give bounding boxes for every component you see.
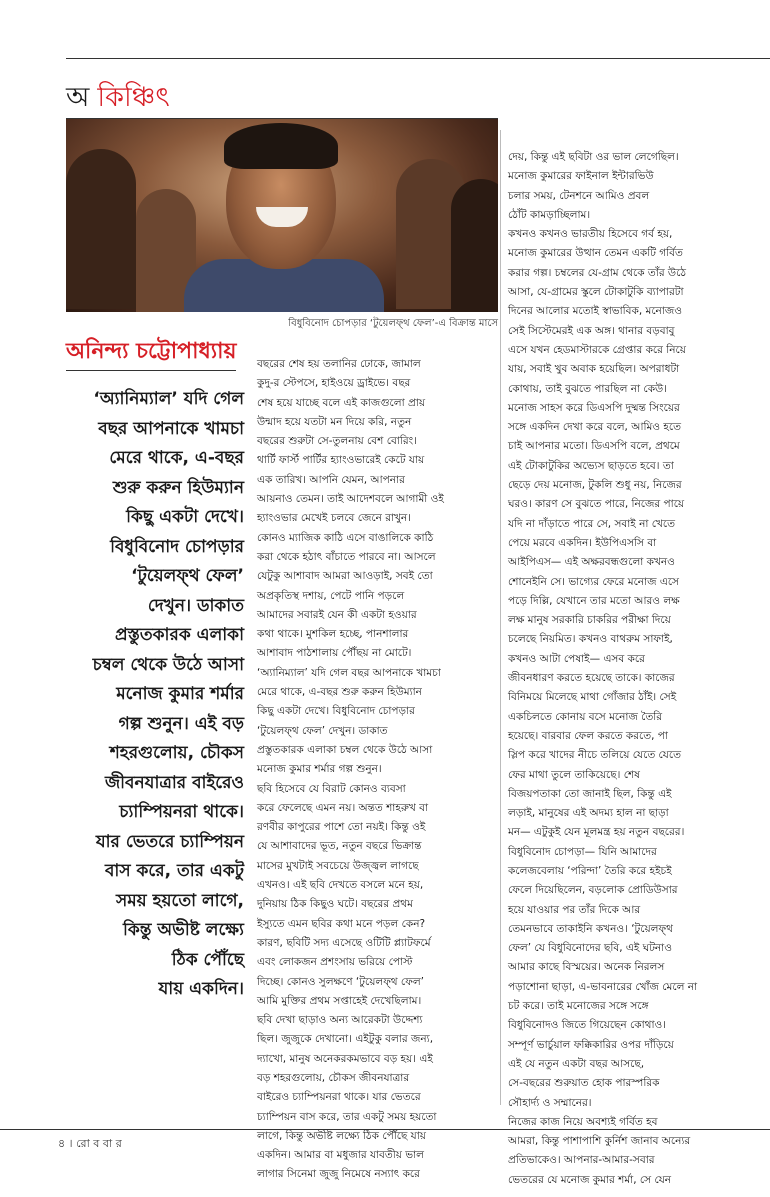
text-line: করার গল্প। চম্বলের যে-গ্রাম থেকে তাঁর উঠে xyxy=(508,266,686,279)
text-line: আসা, যে-গ্রামের স্কুলে টোকাটুকি ব্যাপারটা xyxy=(508,286,684,299)
text-line: করা থেকে হঠাৎ বাঁচাতে পারবে না। আসলে xyxy=(257,550,436,563)
text-line: লাগে, কিন্তু অভীষ্ট লক্ষ্যে ঠিক পৌঁছে যায় xyxy=(257,1129,426,1142)
text-line: বিজয়পতাকা তো জানাই ছিল, কিন্তু এই xyxy=(508,787,672,800)
text-line: বছরের শুরুটা সে-তুলনায় বেশ বোরিং। xyxy=(257,435,417,448)
text-line: কলেজবেলায় ‘পরিন্দা’ তৈরি করে হইচই xyxy=(508,864,672,877)
text-line: তেমনভাবে তাকাইনি কখনও। ‘টুয়েলফ্থ xyxy=(508,922,673,935)
text-line: মেরে থাকে, এ-বছর শুরু করুন হিউম্যান xyxy=(257,686,422,699)
text-line: কিছু একটা দেখে। বিধুবিনোদ চোপড়ার xyxy=(257,705,415,718)
text-line: লড়াই, মানুষের এই অদম্য হাল না ছাড়া xyxy=(508,807,669,820)
text-line: ছবি হিসেবে যে বিরাট কোনও ব্যবসা xyxy=(257,782,406,795)
text-line: সঙ্গে একদিন দেখা করে বলে, আমিও হতে xyxy=(508,421,681,434)
text-line: মন— এটুকুই যেন মূলমন্ত্র হয় নতুন বছরের। xyxy=(508,826,685,839)
text-line: সে-বছরের শুরুয়াত হোক পারস্পরিক xyxy=(508,1077,660,1090)
text-line: পড়াশোনা ছাড়া, এ-ভাবনারের খোঁজ মেলে না xyxy=(508,980,698,993)
section-heading xyxy=(66,83,170,113)
text-line: পড়ে দিল্লি, যেখানে তার মতো আরও লক্ষ xyxy=(508,594,680,607)
text-line: এবং লোকজন প্রশংসায় ভরিয়ে পোস্ট xyxy=(257,956,413,969)
text-line: বিনিময়ে মিলেছে মাথা গোঁজার ঠাঁই। সেই xyxy=(508,691,677,704)
footer-rule xyxy=(0,1129,770,1130)
pull-quote-line: ঠিক পৌঁছে xyxy=(171,949,244,970)
text-line: এই টোকাটুকির অভ্যেস ছাড়তে হবে। তা xyxy=(508,459,674,472)
page-footer: ৪ । রো ব বা র xyxy=(58,1137,122,1150)
text-line: সেই সিস্টেমেরই এক অঙ্গ। থানার বড়বাবু xyxy=(508,324,675,337)
text-line: হয়ে যাওয়ার পর তাঁর দিকে আর xyxy=(508,903,641,916)
text-line: স্লিপ করে খাদের নীচে তলিয়ে যেতে যেতে xyxy=(508,749,681,762)
text-line: কারণ, ছবিটি সদ্য এসেছে ওটিটি প্ল্যাটফর্মে xyxy=(257,936,431,949)
text-line: মনোজ কুমার শর্মার গল্প শুনুন। xyxy=(257,763,382,776)
text-line: কোনও ম্যাজিক কাঠি এসে বাঙালিকে কাঠি xyxy=(257,531,434,544)
text-line: ‘টুয়েলফ্থ ফেল’ দেখুন। ডাকাত xyxy=(257,724,388,737)
film-still-photo xyxy=(66,119,498,312)
text-line: সম্পূর্ণ ভার্চুয়াল ফক্কিকারির ওপর দাঁড়িয়ে xyxy=(508,1038,674,1051)
pull-quote-line: প্রস্তুতকারক এলাকা xyxy=(114,625,244,645)
pull-quote-line: শহরগুলোয়, চৌকস xyxy=(109,743,244,763)
text-line: একদিন। আমার বা মধুজার যাবতীয় ভাল xyxy=(257,1149,424,1162)
text-line: ইস্যুতে এমন ছবির কথা মনে পড়ল কেন? xyxy=(257,917,426,930)
pull-quote-line: সময় হয়তো লাগে, xyxy=(115,890,244,911)
text-line: যদি না দাঁড়াতে পারে সে, সবাই না খেতে xyxy=(508,517,675,530)
text-line: আইপিএস— এই অক্ষরবন্ধগুলো কখনও xyxy=(508,556,675,569)
text-line: অপ্রকৃতিস্থ দশায়, পেটে পানি পড়লে xyxy=(257,589,405,602)
text-line: দ্যাখো, মানুষ অনেকরকমভাবে বড় হয়। এই xyxy=(257,1052,433,1065)
pull-quote-line: ‘টুয়েলফ্থ ফেল’ xyxy=(131,566,244,586)
text-line: কথা থাকে। মুশকিল হচ্ছে, পানশালার xyxy=(257,628,409,641)
text-line: লাগার সিনেমা জুজু নিমেষে নস্যাৎ করে xyxy=(257,1168,420,1181)
text-line: দুনিয়ায় ঠিক কিছুও ঘটে। বছরের প্রথম xyxy=(257,898,413,911)
text-line: দিচ্ছে। কোনও সুলক্ষণে ‘টুয়েলফ্থ ফেল’ xyxy=(257,975,425,988)
pull-quote-line: জীবনযাত্রার বাইরেও xyxy=(104,772,244,793)
column-divider xyxy=(500,130,501,1105)
text-line: এখনও। এই ছবি দেখতে বসলে মনে হয়, xyxy=(257,879,424,892)
text-line: ঠোঁট কামড়াচ্ছিলাম। xyxy=(508,208,591,221)
text-line: চ্যাম্পিয়ন বাস করে, তার একটু সময় হয়তো xyxy=(257,1110,437,1123)
text-line: রণবীর কাপুরের পাশে তো নয়ই। কিন্তু ওই xyxy=(257,821,426,834)
text-line: আমাদের সবারই যেন কী একটা হওয়ার xyxy=(257,608,417,621)
text-line: চট করে। তাই মনোজের সঙ্গে সঙ্গে xyxy=(508,1000,649,1013)
text-line: প্রস্তুতকারক এলাকা চম্বল থেকে উঠে আসা xyxy=(257,743,433,756)
text-line: শোনেইনি সে। ভাগ্যের ফেরে মনোজ এসে xyxy=(508,575,679,588)
text-line: বাইরেও চ্যাম্পিয়নরা থাকে। যার ভেতরে xyxy=(257,1091,421,1104)
pull-quote-line: গল্প শুনুন। এই বড় xyxy=(118,713,244,734)
text-line: মনোজ কুমারের ফাইনাল ইন্টারভিউ xyxy=(508,170,654,183)
text-line: বড় শহরগুলোয়, চৌকস জীবনযাত্রার xyxy=(257,1071,410,1084)
text-line: আমার কাছে বিস্ময়ের। অনেক নিরলস xyxy=(508,961,665,974)
text-line: কখনও কখনও ভারতীয় হিসেবে গর্ব হয়, xyxy=(508,228,673,241)
pull-quote-line: মনোজ কুমার শর্মার xyxy=(116,684,244,704)
text-line: যায়, সবাই খুব অবাক হয়েছিল। অপরাধটা xyxy=(508,363,680,376)
top-rule xyxy=(66,58,770,59)
text-line: সৌহার্দ্য ও সম্মানের। xyxy=(508,1096,592,1109)
pull-quote-line: ‘অ্যানিম্যাল’ যদি গেল xyxy=(93,389,244,409)
text-line: জীবনধারণ করতে হয়েছে তাকে। কাজের xyxy=(508,672,675,685)
text-line: পেয়ে মরবে একদিন। ইউপিএসসি বা xyxy=(508,536,657,549)
text-line: এসে যখন হেডমাস্টারকে গ্রেপ্তার করে নিয়ে xyxy=(508,343,686,356)
pull-quote-line: যার ভেতরে চ্যাম্পিয়ন xyxy=(95,831,244,852)
text-line: বছরের শেষ হয় তলানির ঢোকে, জামাল xyxy=(257,358,421,370)
text-line: ফেলে দিয়েছিলেন, বড়লোক প্রোডিউসার xyxy=(508,884,678,897)
pull-quote-line: দেখুন। ডাকাত xyxy=(147,595,244,616)
text-line: আমি মুক্তির প্রথম সপ্তাহেই দেখেছিলাম। xyxy=(257,994,422,1007)
text-line: উন্মাদ হয়ে যতটা মন দিয়ে করি, নতুন xyxy=(257,415,412,428)
pull-quote-line: বাস করে, তার একটু xyxy=(104,861,244,881)
text-line: কুদু-র স্টেপসে, হাইওয়ে ড্রাইভে। বছর xyxy=(257,377,411,390)
text-line: কখনও আটা পেষাই— এসব করে xyxy=(508,652,645,665)
text-line: নিজের কাজ নিয়ে অবশ্যই গর্বিত হব xyxy=(508,1115,658,1128)
pull-quote-line: শুরু করুন হিউম্যান xyxy=(112,477,244,498)
text-line: এক তারিখ। আপনি যেমন, আপনার xyxy=(257,473,405,486)
text-line: ‘অ্যানিম্যাল’ যদি গেল বছর আপনাকে খামচা xyxy=(257,666,441,679)
pull-quote-line: চম্বল থেকে উঠে আসা xyxy=(92,654,244,675)
text-line: হ্যাংওভার মেখেই চলবে জেনে রাখুন। xyxy=(257,512,411,525)
article-column-right xyxy=(508,148,697,1190)
pull-quote-line: কিন্তু অভীষ্ট লক্ষ্যে xyxy=(123,920,244,940)
text-line: একচিলতে কোনায় বসে মনোজ তৈরি xyxy=(508,710,663,723)
pull-quote-line: কিছু একটা দেখে। xyxy=(126,507,244,527)
text-line: হয়েছে। বারবার ফেল করতে করতে, পা xyxy=(508,729,668,742)
text-line: এই যে নতুন একটা বছর আসছে, xyxy=(508,1057,645,1070)
text-line: ফের মাথা তুলে তাকিয়েছে। শেষ xyxy=(508,768,640,781)
article-column-middle xyxy=(257,355,444,1185)
text-line: মনোজ কুমারের উত্থান তেমন একটি গর্বিত xyxy=(508,247,683,260)
text-line: দেয়, কিন্তু এই ছবিটা ওর ভাল লেগেছিল। xyxy=(508,151,679,163)
text-line: যেটুকু আশাবাদ আমরা আওড়াই, সবই তো xyxy=(257,570,433,583)
text-line: থার্টি ফার্স্ট পার্টির হ্যাংওভারেই কেটে যায় xyxy=(257,454,425,467)
text-line: যে আশাবাদের ভূত, নতুন বছরে ভিক্রান্ত xyxy=(257,840,422,853)
text-line: লক্ষ মানুষ সরকারি চাকরির পরীক্ষা দিয়ে xyxy=(508,614,671,627)
text-line: ঘরও। কারণ সে বুঝতে পারে, নিজের পায়ে xyxy=(508,498,685,511)
pull-quote-line: বছর আপনাকে খামচা xyxy=(98,418,244,439)
pull-quote-line: বিধুবিনোদ চোপড়ার xyxy=(110,536,244,557)
text-line: আমরা, কিন্তু পাশাপাশি কুর্নিশ জানাব অন্যের xyxy=(508,1135,691,1148)
text-line: ভেতরের যে মনোজ কুমার শর্মা, সে যেন xyxy=(508,1173,672,1186)
pull-quote-line: মেরে থাকে, এ-বছর xyxy=(109,448,244,468)
text-line: ছবি দেখা ছাড়াও অন্য আরেকটা উদ্দেশ্য xyxy=(257,1014,423,1027)
text-line: করে ফেলেছে এমন নয়। অন্তত শাহরুখ বা xyxy=(257,801,429,814)
text-line: বিধুবিনোদও জিতে গিয়েছেন কোথাও। xyxy=(508,1019,666,1032)
text-line: চলার সময়, টেনশনে আমিও প্রবল xyxy=(508,189,650,202)
pull-quote xyxy=(66,385,244,1005)
text-line: চাই আপনার মতো। ডিএসপি বলে, প্রথমে xyxy=(508,440,680,453)
text-line: শেষ হয়ে যাচ্ছে বলে এই কাজগুলো প্রায় xyxy=(257,396,426,409)
text-line: ছেড়ে দেয় মনোজ, টুকলি শুধু নয়, নিজের xyxy=(508,479,682,492)
pull-quote-line: যায় একদিন। xyxy=(158,979,244,999)
text-line: ফেল’ যে বিধুবিনোদের ছবি, এই ঘটনাও xyxy=(508,942,672,955)
author-byline: অনিন্দ্য চট্টোপাধ্যায় xyxy=(66,338,237,364)
author-rule xyxy=(66,370,236,371)
text-line: মাসের মুখটাই সবচেয়ে উজ্জ্বল লাগছে xyxy=(257,859,419,872)
section-name: কিঞ্চিৎ xyxy=(97,82,170,113)
text-line: মনোজ সাহস করে ডিএসপি দুষ্মন্ত সিংয়ের xyxy=(508,401,680,414)
section-prefix: অ xyxy=(66,82,90,113)
text-line: চলেছে নিয়মিত। কখনও বাথরুম সাফাই, xyxy=(508,633,673,646)
text-line: আয়নাও তেমন। তাই আদেশবলে আগামী ওই xyxy=(257,493,444,506)
text-line: বিধুবিনোদ চোপড়া— যিনি আমাদের xyxy=(508,845,657,858)
text-line: ছিল। জুজুকে দেখানো। এইটুকু বলার জন্য, xyxy=(257,1033,434,1046)
text-line: প্রতিভাকেও। আপনার-আমার-সবার xyxy=(508,1154,655,1167)
text-line: দিনের আলোর মতোই স্বাভাবিক, মনোজও xyxy=(508,305,682,318)
text-line: কোথায়, তাই বুঝতে পারছিল না কেউ। xyxy=(508,382,667,395)
photo-caption: বিধুবিনোদ চোপড়ার ‘টুয়েলফ্থ ফেল’-এ বিক্রান্ত মাসে xyxy=(288,318,498,329)
pull-quote-line: চ্যাম্পিয়নরা থাকে। xyxy=(119,802,244,822)
text-line: আশাবাদ পাঠশালায় পৌঁছয় না মোটে। xyxy=(257,647,412,660)
